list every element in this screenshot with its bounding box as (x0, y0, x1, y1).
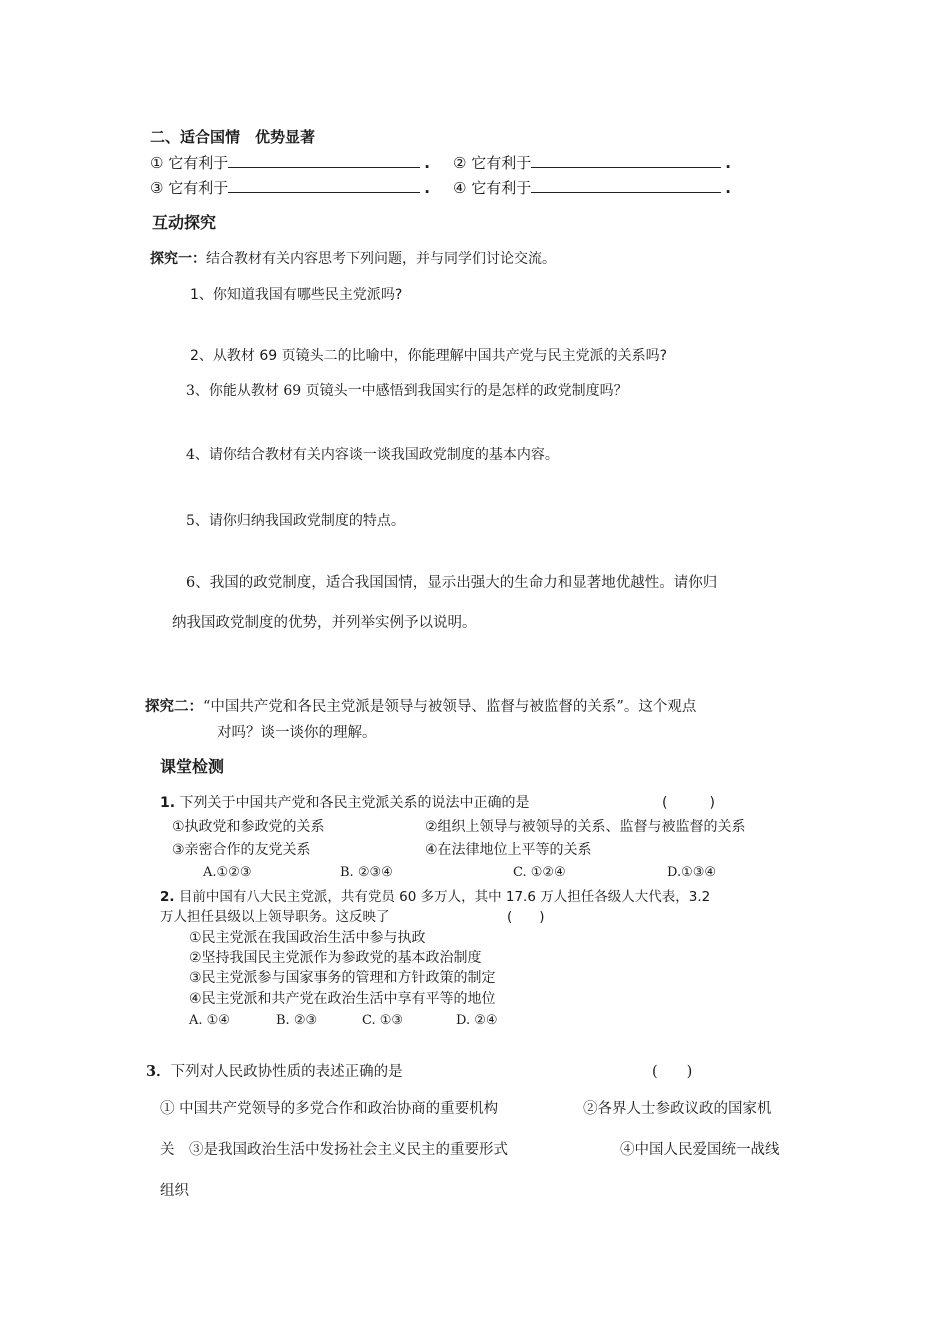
q3-line-2a: 关 ③是我国政治生活中发扬社会主义民主的重要形式 (160, 1142, 508, 1158)
q3-line-1a: ① 中国共产党领导的多党合作和政治协商的重要机构 (160, 1101, 499, 1117)
marker: ③ (150, 179, 164, 197)
question-1: 1、你知道我国有哪些民主党派吗? (190, 287, 403, 303)
fill-blank-3 (150, 178, 430, 197)
q1-stem: 下列关于中国共产党和各民主党派关系的说法中正确的是 (179, 795, 530, 811)
inquiry-two (145, 698, 696, 716)
q2-item-1: ①民主党派在我国政治生活中参与执政 (189, 930, 426, 946)
period: . (424, 179, 430, 197)
interaction-heading: 互动探究 (152, 213, 217, 232)
q1-option-d: D.①③④ (667, 865, 717, 880)
question-6-continued: 纳我国政党制度的优势，并列举实例予以说明。 (172, 615, 477, 631)
q3-paren: ( ) (652, 1064, 693, 1080)
q2-item-4: ④民主党派和共产党在政治生活中享有平等的地位 (189, 991, 496, 1007)
blank-prefix: 它有利于 (471, 154, 532, 172)
q2-option-a: A. ①④ (189, 1013, 230, 1028)
q2-item-3: ③民主党派参与国家事务的管理和方针政策的制定 (189, 970, 496, 986)
q2-stem-line-2: 万人担任县级以上领导职务。这反映了 (160, 909, 390, 925)
inquiry-two-label: 探究二： (145, 698, 203, 715)
blank-prefix: 它有利于 (168, 154, 229, 172)
question-4: 4、请你结合教材有关内容谈一谈我国政党制度的基本内容。 (186, 447, 559, 463)
inquiry-one (150, 250, 556, 268)
q3-line-2b: ④中国人民爱国统一战线 (620, 1142, 780, 1158)
question-3: 3、你能从教材 69 页镜头一中感悟到我国实行的是怎样的政党制度吗？ (186, 383, 628, 399)
period: . (725, 179, 731, 197)
q3-number: 3． (146, 1063, 171, 1080)
q1-option-b: B. ②③④ (340, 865, 393, 880)
q2-stem: 目前中国有八大民主党派，共有党员 60 多万人，其中 17.6 万人担任各级人大代表，3.2 (178, 889, 711, 905)
question-5: 5、请你归纳我国政党制度的特点。 (186, 513, 405, 529)
q1-option-c: C. ①②④ (513, 865, 566, 880)
inquiry-two-continued: 对吗？谈一谈你的理解。 (217, 725, 377, 741)
q2-paren: ( ) (507, 909, 545, 925)
inquiry-one-text: 结合教材有关内容思考下列问题，并与同学们讨论交流。 (206, 251, 556, 267)
fill-blank-4 (453, 178, 731, 197)
classroom-test-heading: 课堂检测 (160, 757, 225, 776)
section-heading: 二、适合国情 优势显著 (150, 128, 316, 146)
q1-item-2: ②组织上领导与被领导的关系、监督与被监督的关系 (425, 819, 746, 835)
answer-line (228, 178, 420, 193)
marker: ④ (453, 179, 467, 197)
q1-item-3: ③亲密合作的友党关系 (172, 842, 311, 858)
marker: ② (453, 154, 467, 172)
inquiry-two-text: “中国共产党和各民主党派是领导与被领导、监督与被监督的关系”。这个观点 (203, 699, 697, 715)
q1-number: 1. (160, 795, 176, 811)
q3-line-1b: ②各界人士参政议政的国家机 (583, 1101, 772, 1117)
q2-option-d: D. ②④ (456, 1013, 498, 1028)
fill-blank-2 (453, 153, 731, 172)
blank-prefix: 它有利于 (471, 179, 532, 197)
q2-option-b: B. ②③ (276, 1013, 318, 1028)
q1-option-a: A.①②③ (203, 865, 252, 880)
period: . (725, 154, 731, 172)
answer-line (531, 178, 721, 193)
q2-item-2: ②坚持我国民主党派作为参政党的基本政治制度 (189, 950, 482, 966)
q1-item-1: ①执政党和参政党的关系 (172, 819, 325, 835)
marker: ① (150, 154, 164, 172)
answer-line (228, 153, 420, 168)
q1-paren: ( ) (662, 795, 715, 811)
q3-line-3: 组织 (160, 1183, 189, 1199)
question-2: 2、从教材 69 页镜头二的比喻中，你能理解中国共产党与民主党派的关系吗? (190, 348, 668, 364)
question-q1-stem (160, 794, 530, 812)
period: . (424, 154, 430, 172)
q2-stem-line-1 (160, 888, 710, 906)
inquiry-one-label: 探究一： (150, 251, 206, 267)
question-6: 6、我国的政党制度，适合我国国情，显示出强大的生命力和显著地优越性。请你归 (186, 575, 718, 591)
fill-blank-1 (150, 153, 430, 172)
q3-stem (146, 1063, 403, 1081)
q1-item-4: ④在法律地位上平等的关系 (425, 842, 592, 858)
blank-prefix: 它有利于 (168, 179, 229, 197)
q2-number: 2. (160, 889, 175, 905)
q3-stem-text: 下列对人民政协性质的表述正确的是 (170, 1064, 403, 1080)
answer-line (531, 153, 721, 168)
q2-option-c: C. ①③ (362, 1013, 404, 1028)
